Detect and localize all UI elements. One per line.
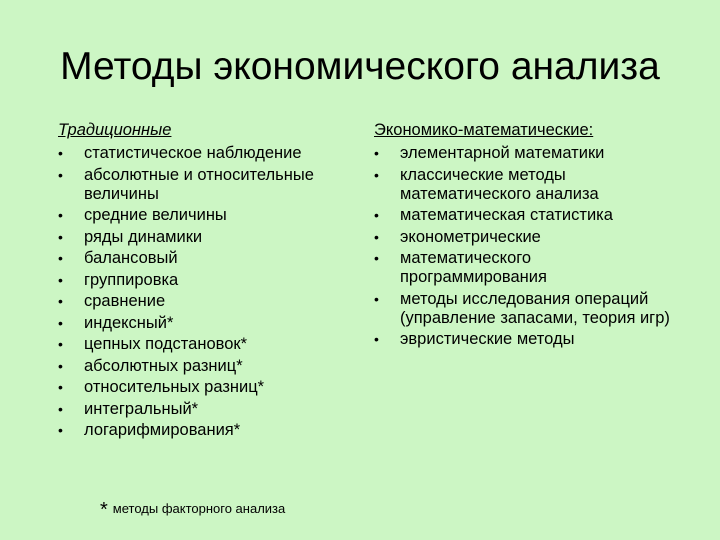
math-methods-heading: Экономико-математические:	[374, 121, 594, 139]
footnote	[100, 500, 285, 519]
bullet-icon: •	[374, 250, 379, 266]
bullet-icon: •	[58, 228, 63, 245]
list-item: • ряды динамики	[58, 227, 203, 246]
list-item: • сравнение	[58, 292, 166, 310]
bullet-icon: •	[58, 314, 63, 331]
bullet-icon: •	[58, 357, 63, 374]
footnote-text: методы факторного анализа	[112, 501, 286, 516]
bullet-icon: •	[374, 228, 379, 245]
list-item: • индексный*	[58, 313, 174, 332]
list-item: • элементарной математики	[374, 144, 605, 162]
list-item: • методы исследования операций (управление запасами, теория игр)	[374, 289, 670, 327]
list-item: • абсолютные и относительные величины	[58, 165, 314, 203]
bullet-icon: •	[58, 379, 63, 395]
bullet-icon: •	[58, 250, 63, 266]
traditional-methods-list	[58, 144, 358, 440]
math-methods-list	[374, 144, 674, 349]
list-item: • эконометрические	[374, 227, 541, 246]
bullet-icon: •	[58, 166, 63, 183]
list-item: • математического программирования	[374, 249, 547, 286]
bullet-icon: •	[374, 290, 379, 307]
list-item: • абсолютных разниц*	[58, 356, 243, 375]
bullet-icon: •	[58, 293, 63, 309]
list-item: • математическая статистика	[374, 206, 613, 224]
bullet-icon: •	[58, 145, 63, 161]
page-title: Методы экономического анализа	[60, 45, 660, 88]
asterisk-icon: *	[100, 499, 108, 521]
list-item: • относительных разниц*	[58, 378, 265, 396]
traditional-methods-heading: Традиционные	[58, 121, 172, 139]
list-item: • балансовый	[58, 249, 178, 267]
bullet-icon: •	[374, 207, 379, 223]
list-item: • средние величины	[58, 206, 227, 224]
list-item: • классические методы математического анализа	[374, 165, 599, 203]
bullet-icon: •	[374, 166, 379, 183]
bullet-icon: •	[374, 145, 379, 161]
bullet-icon: •	[58, 336, 63, 352]
list-item: • статистическое наблюдение	[58, 144, 302, 162]
bullet-icon: •	[58, 422, 63, 438]
bullet-icon: •	[374, 331, 379, 347]
traditional-methods-column	[58, 121, 358, 443]
list-item: • группировка	[58, 270, 179, 289]
list-item: • цепных подстановок*	[58, 335, 248, 353]
list-item: • эвристические методы	[374, 330, 575, 348]
math-methods-column	[374, 121, 674, 352]
bullet-icon: •	[58, 271, 63, 288]
list-item: • логарифмирования*	[58, 421, 241, 439]
bullet-icon: •	[58, 207, 63, 223]
bullet-icon: •	[58, 400, 63, 417]
list-item: • интегральный*	[58, 399, 199, 418]
